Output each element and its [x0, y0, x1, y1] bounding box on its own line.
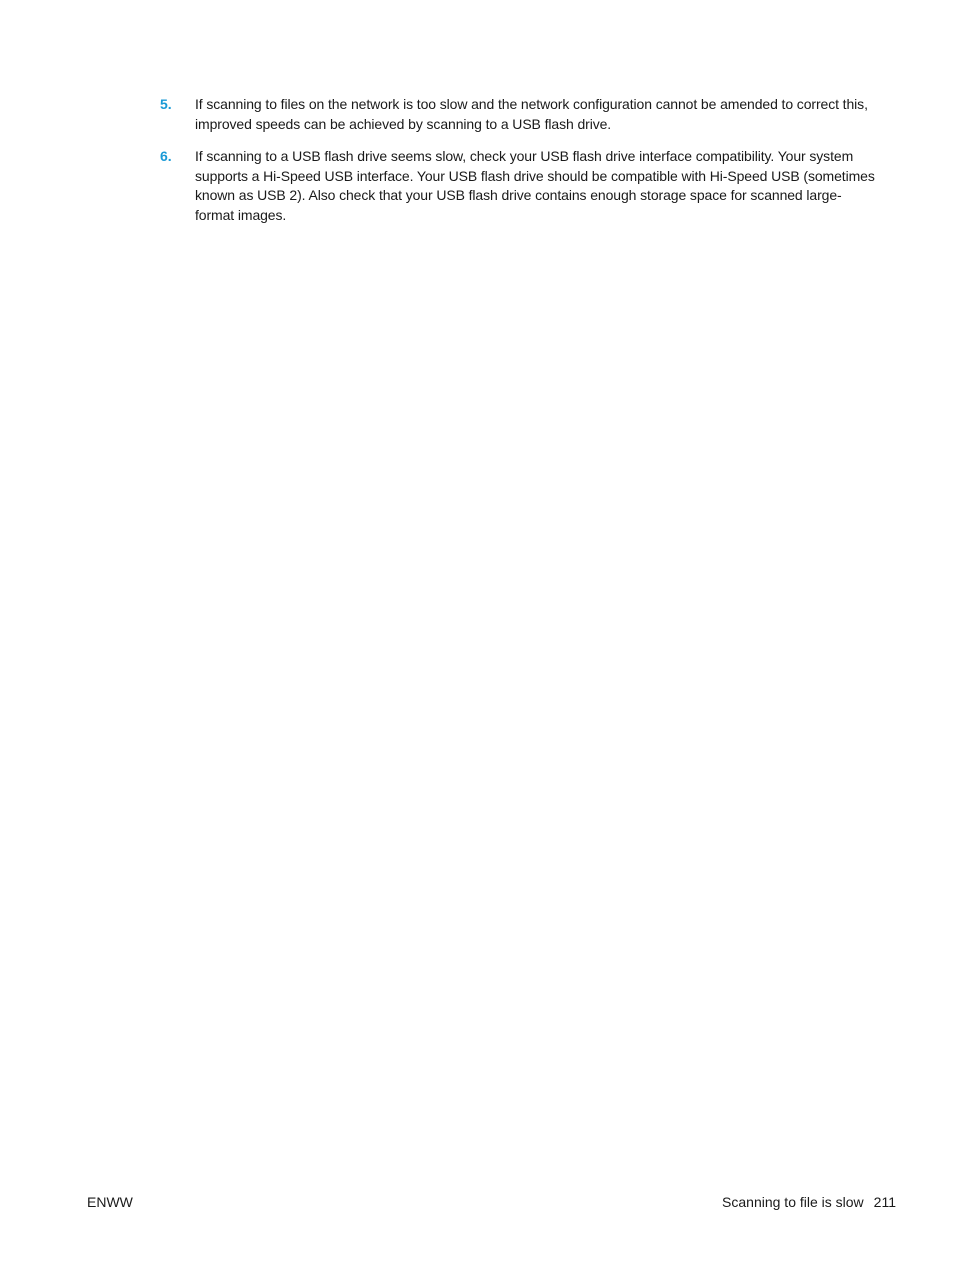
page-number: 211: [873, 1194, 896, 1210]
step-number: 6.: [160, 148, 172, 164]
step-text: If scanning to files on the network is too slow and the network configuration cannot be amended to correct this, improved speeds can be achieved by scanning to a USB flash drive.: [195, 96, 868, 132]
list-item-step-6: [160, 147, 875, 225]
list-item-step-5: [160, 95, 875, 134]
step-number: 5.: [160, 96, 172, 112]
step-text: If scanning to a USB flash drive seems slow, check your USB flash drive interface compatibility. Your system supports a Hi-Speed USB interface. Your USB flash drive should be compatible with Hi-Speed USB (sometimes known as USB 2). Also check that your USB flash drive contains enough storage space for scanned large-format images.: [195, 148, 875, 223]
footer-section-title: Scanning to file is slow: [722, 1194, 864, 1210]
footer-section-page: [722, 1193, 896, 1212]
document-body: [160, 95, 875, 238]
footer-doc-code: ENWW: [87, 1194, 133, 1210]
